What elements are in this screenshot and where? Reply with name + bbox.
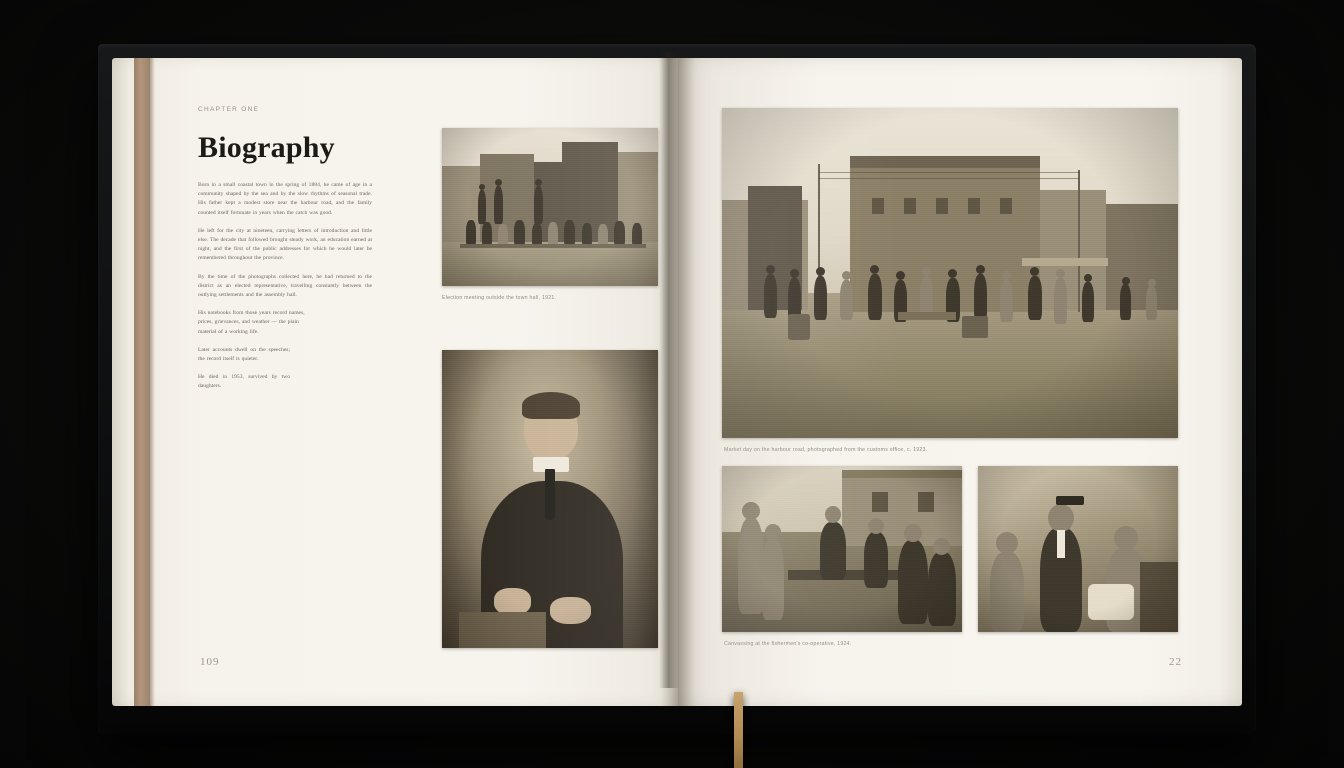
figure-head — [933, 538, 950, 555]
window-shape — [904, 198, 916, 214]
figure-shape — [1028, 276, 1042, 320]
figure-head — [1148, 279, 1156, 287]
figure-head — [790, 269, 799, 278]
figure-shape — [466, 220, 476, 246]
photo-caption: Canvassing at the fishermen's co-operative, 1924. — [724, 641, 852, 647]
photo-canvassing-table — [722, 466, 962, 632]
paragraph: He left for the city at nineteen, carrying letters of introduction and little else. The decade that followed brought steady work, an education earned at night, and the first of the public addresses for which he would later be remembered throughout the province. — [198, 227, 372, 262]
page-number-left: 109 — [200, 656, 220, 668]
spine-cloth-strip — [134, 58, 150, 706]
figure-head — [765, 524, 781, 540]
chair-shape — [1140, 562, 1178, 632]
spine-cloth-shadow — [150, 58, 155, 706]
roof-shape — [842, 470, 962, 478]
figure-head — [904, 524, 922, 542]
figure-shape — [1054, 278, 1067, 324]
hat-shape — [1056, 496, 1084, 505]
figure-shape — [1082, 282, 1094, 322]
photo-market-street — [722, 108, 1178, 438]
photo-caption: Market day on the harbour road, photographed from the customs office, c. 1923. — [724, 447, 928, 453]
page-number-right: 22 — [1169, 656, 1182, 668]
figure-head — [495, 179, 502, 186]
paragraph: Born in a small coastal town in the spring of 1884, he came of age in a community shaped by the sea and by the slow rhythms of seasonal trade. His father kept a modest store near the harbour road, and the family counted itself fortunate in years when the catch was good. — [198, 182, 372, 216]
figure-shape — [764, 274, 777, 318]
figure-head — [766, 265, 775, 274]
paragraph: By the time of the photographs collected here, he had returned to the district as an elected representative, travelling constantly between the outlying settlements and the assembly hall. — [198, 273, 372, 299]
figure-shape — [614, 221, 625, 246]
figure-head — [1048, 504, 1074, 532]
figure-shape — [814, 276, 827, 320]
figure-shape — [514, 220, 525, 246]
building-shape — [842, 474, 962, 546]
figure-shape — [534, 186, 543, 224]
photo-caption: Election meeting outside the town hall, 1921. — [442, 295, 557, 301]
cloth-shape — [1088, 584, 1134, 620]
figure-shape — [840, 280, 853, 320]
photo-ground — [442, 242, 658, 286]
figure-shape — [498, 224, 508, 246]
figure-head — [976, 265, 985, 274]
figure-shape — [482, 222, 492, 246]
ribbon-bookmark — [734, 692, 743, 768]
bench-shape — [460, 244, 646, 248]
paragraph: Later accounts dwell on the speeches; the record itself is quieter. — [198, 346, 290, 363]
figure-head — [996, 532, 1018, 554]
portrait-hand — [494, 588, 531, 615]
figure-head — [922, 267, 931, 276]
roof-shape — [850, 156, 1040, 168]
barrel-shape — [788, 314, 810, 340]
building-shape — [442, 166, 482, 242]
figure-head — [1002, 271, 1011, 280]
body-column — [198, 181, 372, 392]
market-table — [898, 312, 956, 320]
figure-shape — [1120, 284, 1131, 320]
portrait-hair — [522, 392, 580, 419]
figure-head — [742, 502, 760, 520]
figure-head — [1084, 274, 1092, 282]
window-shape — [872, 492, 888, 512]
figure-shape — [494, 186, 503, 224]
chapter-eyebrow: CHAPTER ONE — [198, 106, 260, 113]
crate-shape — [962, 316, 988, 338]
utility-pole — [1078, 170, 1080, 312]
figure-head — [870, 265, 879, 274]
figure-shape — [478, 190, 486, 224]
figure-shape — [762, 538, 784, 620]
page-title: Biography — [198, 131, 335, 164]
figure-shape — [1146, 286, 1157, 320]
figure-head — [1030, 267, 1039, 276]
paragraph: He died in 1953, survived by two daughters. — [198, 374, 290, 390]
figure-head — [896, 271, 905, 280]
window-shape — [1000, 198, 1012, 214]
figure-head — [535, 179, 542, 186]
figure-shape — [820, 522, 846, 580]
overhead-wire — [818, 178, 1080, 179]
figure-shape — [598, 224, 608, 246]
figure-shape — [928, 552, 956, 626]
figure-shape — [738, 518, 764, 614]
photo-portrait-subject — [442, 350, 658, 648]
portrait-tie — [545, 469, 556, 520]
open-book — [98, 44, 1256, 734]
portrait-desk — [459, 612, 545, 648]
book-pages — [112, 58, 1242, 706]
window-shape — [936, 198, 948, 214]
left-page — [112, 58, 678, 706]
figure-shape — [564, 220, 575, 246]
figure-shape — [582, 223, 592, 246]
collar-shape — [1057, 530, 1065, 558]
figure-shape — [632, 223, 642, 246]
photo-crowd-meeting — [442, 128, 658, 286]
window-shape — [918, 492, 934, 512]
figure-head — [948, 269, 957, 278]
figure-shape — [548, 222, 558, 246]
figure-shape — [990, 552, 1024, 632]
building-shape — [1106, 204, 1178, 310]
figure-head — [1056, 269, 1065, 278]
figure-shape — [864, 532, 888, 588]
figure-head — [868, 518, 884, 534]
figure-head — [816, 267, 825, 276]
overhead-wire — [818, 172, 1080, 173]
building-shape — [1040, 190, 1106, 310]
photo-interior-group — [978, 466, 1178, 632]
figure-shape — [974, 274, 987, 320]
figure-shape — [1000, 280, 1013, 322]
right-page — [678, 58, 1242, 706]
figure-head — [1114, 526, 1138, 550]
window-shape — [872, 198, 884, 214]
figure-shape — [868, 274, 882, 320]
stall-awning — [1022, 258, 1108, 266]
figure-shape — [532, 223, 542, 246]
portrait-hand — [550, 597, 591, 624]
figure-head — [842, 271, 851, 280]
window-shape — [968, 198, 980, 214]
figure-shape — [898, 540, 928, 624]
paragraph: His notebooks from those years record names, prices, grievances, and weather — the plain material of a working life. — [198, 310, 305, 335]
figure-head — [825, 506, 841, 523]
figure-head — [1122, 277, 1130, 285]
figure-head — [479, 184, 485, 190]
